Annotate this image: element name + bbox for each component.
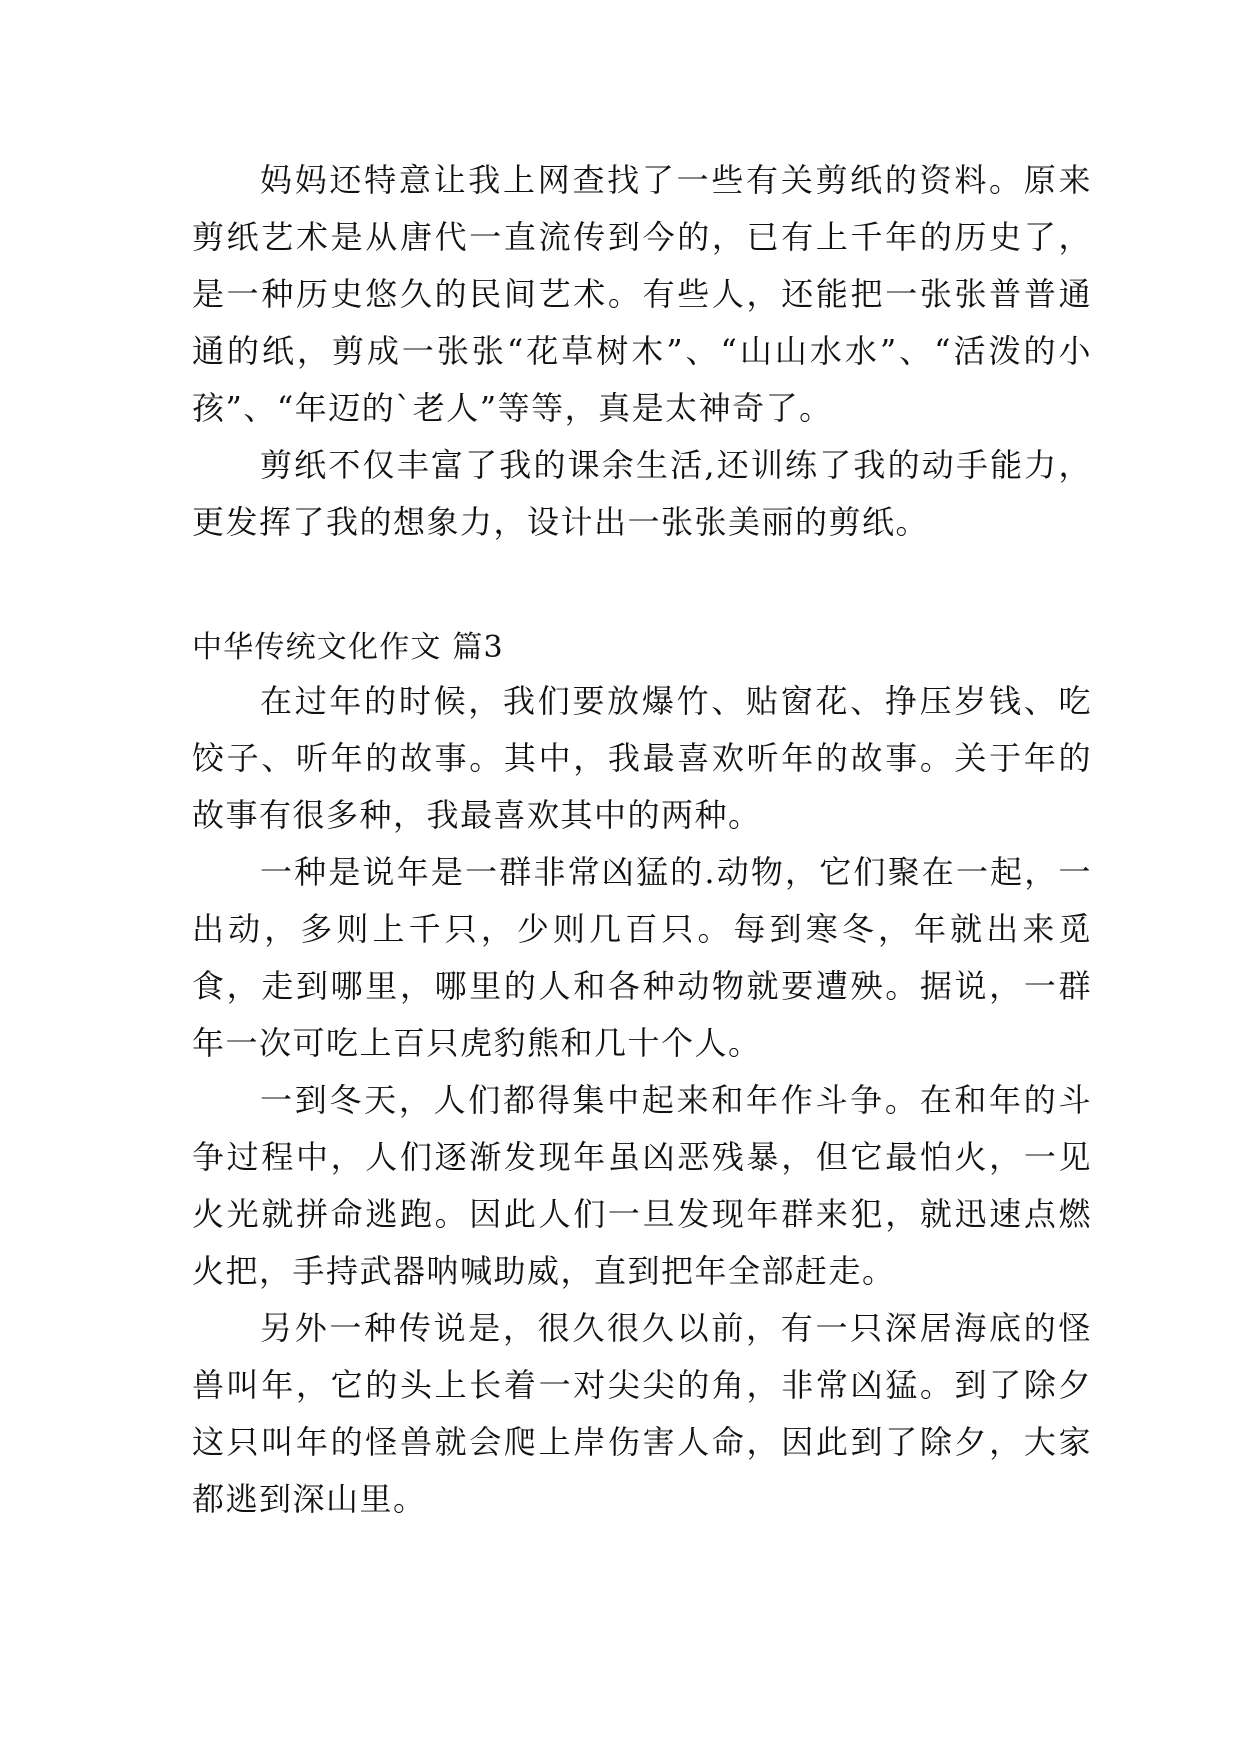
paragraph-new-year-customs: 在过年的时候，我们要放爆竹、贴窗花、挣压岁钱、吃饺子、听年的故事。其中，我最喜欢听年的故事。关于年的故事有很多种，我最喜欢其中的两种。 (192, 682, 1092, 834)
paragraph-papercut-history: 妈妈还特意让我上网查找了一些有关剪纸的资料。原来剪纸艺术是从唐代一直流传到今的，已有上千年的历史了，是一种历史悠久的民间艺术。有些人，还能把一张张普普通通的纸，剪成一张张“花草树木”、“山山水水”、“活泼的小孩”、“年迈的`老人”等等，真是太神奇了。 (192, 161, 1092, 427)
paragraph-fighting-nian: 一到冬天，人们都得集中起来和年作斗争。在和年的斗争过程中，人们逐渐发现年虽凶恶残暴，但它最怕火，一见火光就拼命逃跑。因此人们一旦发现年群来犯，就迅速点燃火把，手持武器呐喊助威，直到把年全部赶走。 (192, 1081, 1092, 1290)
section-heading: 中华传统文化作文 篇3 (192, 630, 504, 665)
paragraph-papercut-benefits: 剪纸不仅丰富了我的课余生活,还训练了我的动手能力，更发挥了我的想象力，设计出一张张美丽的剪纸。 (192, 446, 1092, 541)
section-body (192, 673, 1092, 1528)
paragraph-nian-story-one: 一种是说年是一群非常凶猛的.动物，它们聚在一起，一出动，多则上千只，少则几百只。每到寒冬，年就出来觅食，走到哪里，哪里的人和各种动物就要遭殃。据说，一群年一次可吃上百只虎豹熊和几十个人。 (192, 853, 1092, 1062)
document-content (192, 152, 1092, 1528)
paragraph-nian-story-two: 另外一种传说是，很久很久以前，有一只深居海底的怪兽叫年，它的头上长着一对尖尖的角，非常凶猛。到了除夕这只叫年的怪兽就会爬上岸伤害人命，因此到了除夕，大家都逃到深山里。 (192, 1309, 1092, 1518)
